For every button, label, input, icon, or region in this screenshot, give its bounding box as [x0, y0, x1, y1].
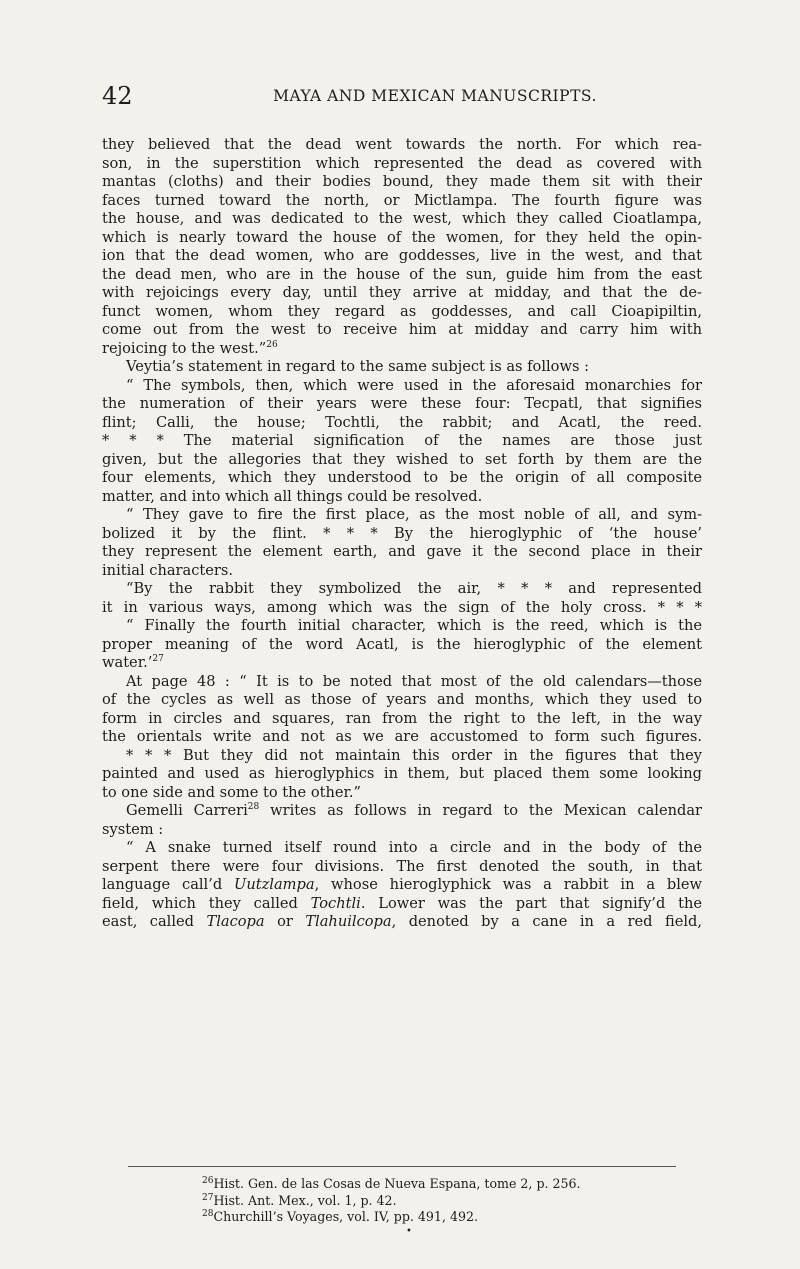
text-line: faces turned toward the north, or Mictlampa. The fourth figure was [102, 191, 702, 209]
italic-term: Uutzlampa [234, 876, 315, 893]
text-line: “ They gave to fire the first place, as the most noble of all, and sym- [126, 506, 702, 523]
running-head: MAYA AND MEXICAN MANUSCRIPTS. [273, 87, 597, 105]
footnote-ref: 26 [266, 339, 278, 350]
footnote-number: 28 [202, 1208, 214, 1219]
text-fragment: field, which they called [102, 894, 311, 912]
footnote-divider [128, 1166, 676, 1167]
italic-term: Tlacopa [206, 913, 265, 930]
footnote-ref: 27 [152, 654, 164, 665]
text-fragment: language call’d [102, 876, 235, 893]
italic-term: Tlahuilcopa [305, 913, 392, 930]
footnote-number: 27 [202, 1192, 214, 1203]
text-line: ion that the dead women, who are goddesses, live in the west, and that [102, 247, 702, 264]
text-line: they believed that the dead went towards the north. For which rea- [102, 136, 702, 153]
text-line: son, in the superstition which represented the dead as covered with [102, 154, 702, 172]
text-line [102, 913, 702, 932]
text-line: painted and used as hieroglyphics in them, but placed them some looking [102, 765, 702, 782]
text-line: come out from the west to receive him at midday and carry him with [102, 321, 702, 338]
footnote-ref: 28 [247, 802, 260, 813]
text-line: the house, and was dedicated to the west, which they called Cioatlampa, [102, 210, 702, 227]
footnote-text: Hist. Gen. de las Cosas de Nueva Espana, tome 2, p. 256. [213, 1176, 581, 1191]
footnotes [202, 1176, 702, 1226]
text-line: matter, and into which all things could be resolved. [102, 487, 483, 505]
text-line: given, but the allegories that they wished to set forth by them are the [102, 450, 702, 468]
text-fragment: or [264, 913, 306, 930]
text-fragment: , whose hieroglyphick was a rabbit in a blew [314, 876, 702, 893]
footnote [202, 1193, 702, 1210]
footnote-text: Hist. Ant. Mex., vol. 1, p. 42. [213, 1192, 397, 1208]
text-line: form in circles and squares, ran from the right to the left, in the way [102, 709, 702, 727]
text-fragment: east, called [102, 913, 207, 930]
text-line: initial characters. [102, 561, 234, 579]
text-line: the orientals write and not as we are accustomed to form such figures. [102, 728, 702, 745]
text-line: with rejoicings every day, until they arrive at midday, and that the de- [102, 284, 702, 301]
text-line: which is nearly toward the house of the women, for they held the opin- [102, 228, 702, 246]
text-line: mantas (cloths) and their bodies bound, they made them sit with their [102, 173, 702, 190]
text-line: they represent the element earth, and gave it the second place in their [102, 543, 702, 560]
text-line: it in various ways, among which was the sign of the holy cross. * * * [102, 598, 702, 616]
text-fragment: . Lower was the part that signify’d the [360, 894, 702, 912]
text-line: “By the rabbit they symbolized the air, * * * and represented [126, 580, 702, 597]
text-fragment: rejoicing to the west.” [102, 339, 267, 357]
text-fragment: water.’ [102, 654, 153, 671]
text-fragment: Gemelli Carreri [126, 802, 248, 819]
text-line: bolized it by the flint. * * * By the hieroglyphic of ‘the house’ [102, 524, 702, 542]
italic-term: Tochtli [310, 894, 361, 912]
text-line: four elements, which they understood to be the origin of all composite [102, 469, 702, 486]
text-line: * * * But they did not maintain this order in the figures that they [126, 746, 702, 764]
text-line: At page 48 : “ It is to be noted that most of the old calendars—those [126, 672, 702, 690]
text-line: the numeration of their years were these four: Tecpatl, that signifies [102, 395, 702, 412]
text-line: funct women, whom they regard as goddesses, and call Cioapipiltin, [102, 302, 702, 320]
body-text [102, 136, 702, 932]
text-line [102, 802, 702, 821]
text-line: “ Finally the fourth initial character, which is the reed, which is the [126, 617, 702, 634]
footnote-number: 26 [202, 1175, 214, 1186]
text-fragment: writes as follows in regard to the Mexican calendar [259, 802, 702, 819]
text-line: proper meaning of the word Acatl, is the hieroglyphic of the element [102, 635, 702, 653]
text-line: flint; Calli, the house; Tochtli, the rabbit; and Acatl, the reed. [102, 413, 702, 431]
text-line: to one side and some to the other.” [102, 783, 361, 801]
text-line: the dead men, who are in the house of the sun, guide him from the east [102, 265, 702, 283]
text-line [102, 654, 702, 673]
text-line: * * * The material signification of the names are those just [102, 432, 702, 449]
text-line: “ A snake turned itself round into a circle and in the body of the [126, 839, 702, 856]
footnote [202, 1209, 702, 1226]
text-line: of the cycles as well as those of years and months, which they used to [102, 691, 702, 708]
text-line [102, 895, 702, 914]
text-line [102, 876, 702, 895]
text-line [102, 340, 702, 359]
text-line: Veytia’s statement in regard to the same subject is as follows : [126, 358, 590, 375]
text-line: system : [102, 820, 164, 838]
text-line: “ The symbols, then, which were used in the aforesaid monarchies for [126, 376, 702, 394]
page-header [102, 82, 702, 112]
page-number: 42 [102, 82, 133, 110]
text-line: serpent there were four divisions. The first denoted the south, in that [102, 857, 702, 875]
text-fragment: , denoted by a cane in a red field, [391, 913, 702, 930]
footnote-text: Churchill’s Voyages, vol. IV, pp. 491, 492. [213, 1209, 478, 1224]
bottom-mark: • [406, 1226, 412, 1237]
footnote [202, 1176, 702, 1193]
